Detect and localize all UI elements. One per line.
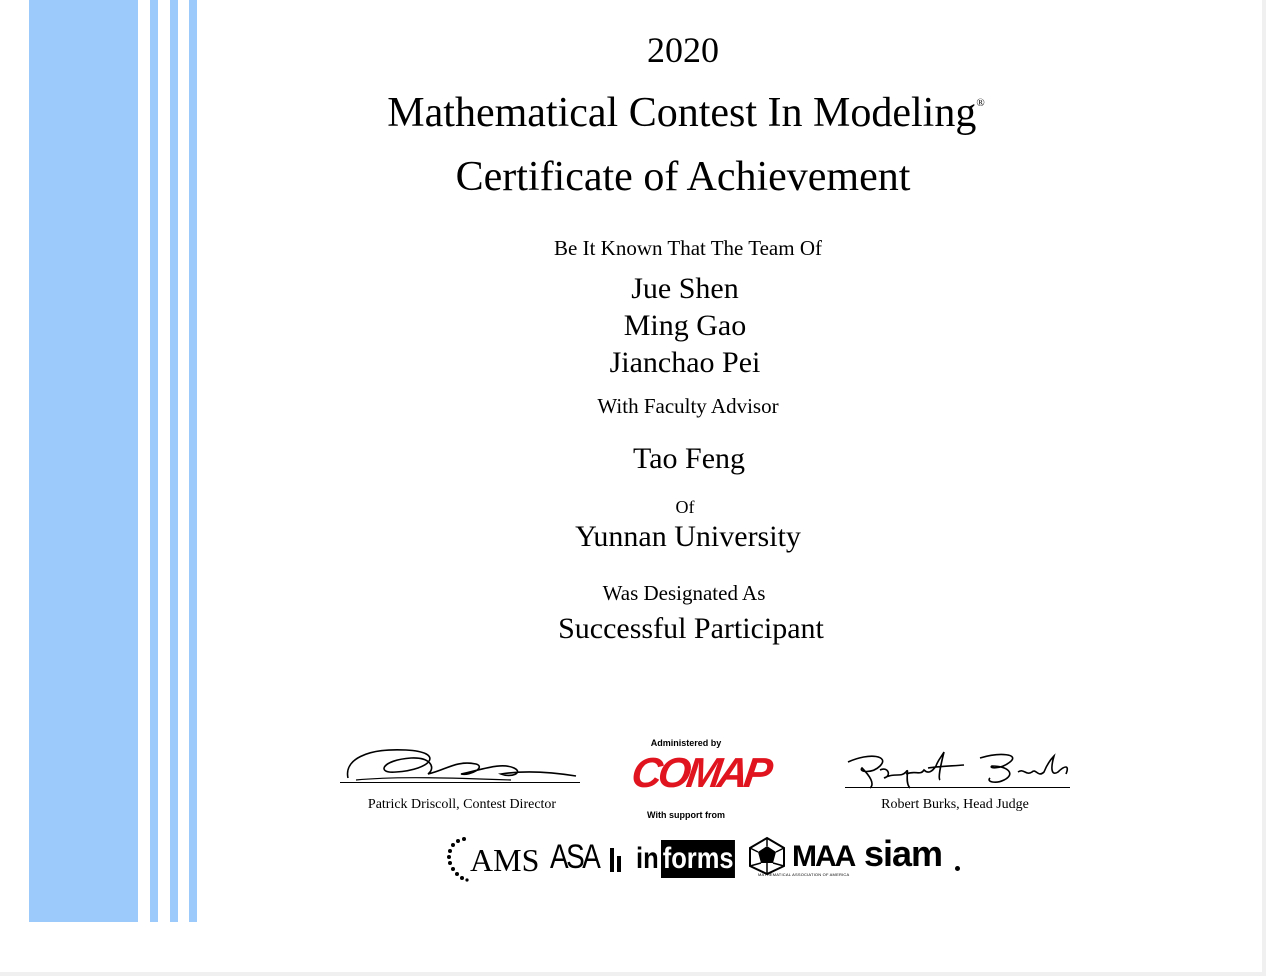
- asa-logo: ASA: [550, 838, 599, 876]
- maa-polyhedron-icon: [746, 836, 788, 876]
- decorative-stripe-2: [170, 0, 178, 922]
- decorative-stripe-3: [189, 0, 197, 922]
- of-label: Of: [675, 497, 695, 517]
- decorative-stripe-wide: [29, 0, 138, 922]
- siam-dot-icon: [955, 866, 960, 871]
- certificate-year: 2020: [647, 30, 719, 70]
- registered-mark: ®: [976, 97, 985, 109]
- advisor-name: Tao Feng: [632, 442, 746, 475]
- director-signature-line: [340, 782, 580, 783]
- director-caption: Patrick Driscoll, Contest Director: [367, 797, 557, 812]
- certificate-title: Certificate of Achievement: [455, 154, 911, 200]
- contest-title: [387, 92, 984, 134]
- comap-logo: COMAP: [628, 749, 772, 796]
- designation-intro: Was Designated As: [602, 581, 766, 605]
- team-member-3: Jianchao Pei: [609, 346, 761, 379]
- head-judge-signature-line: [845, 787, 1070, 788]
- asa-bar-icon: [610, 848, 614, 872]
- director-signature: [336, 740, 586, 795]
- designation: Successful Participant: [558, 612, 824, 645]
- siam-logo: siam: [864, 833, 943, 874]
- support-label: With support from: [647, 810, 725, 820]
- maa-logo: MAA: [792, 840, 855, 873]
- asa-bar-icon-2: [617, 856, 621, 872]
- head-judge-caption: Robert Burks, Head Judge: [881, 797, 1029, 812]
- team-member-1: Jue Shen: [631, 272, 739, 305]
- informs-prefix: in: [636, 842, 659, 875]
- contest-title-text: Mathematical Contest In Modeling: [387, 90, 977, 136]
- team-member-2: Ming Gao: [623, 309, 747, 342]
- advisor-intro: With Faculty Advisor: [597, 394, 779, 418]
- informs-logo: [636, 840, 748, 878]
- maa-subtitle: MATHEMATICAL ASSOCIATION OF AMERICA: [758, 872, 850, 877]
- university-name: Yunnan University: [575, 520, 801, 553]
- informs-suffix: forms: [661, 840, 735, 878]
- ams-logo: AMS: [470, 842, 540, 878]
- team-intro: Be It Known That The Team Of: [554, 236, 822, 260]
- decorative-stripe-1: [150, 0, 158, 922]
- ams-dots-icon: [446, 835, 470, 883]
- administered-by-label: Administered by: [650, 738, 722, 748]
